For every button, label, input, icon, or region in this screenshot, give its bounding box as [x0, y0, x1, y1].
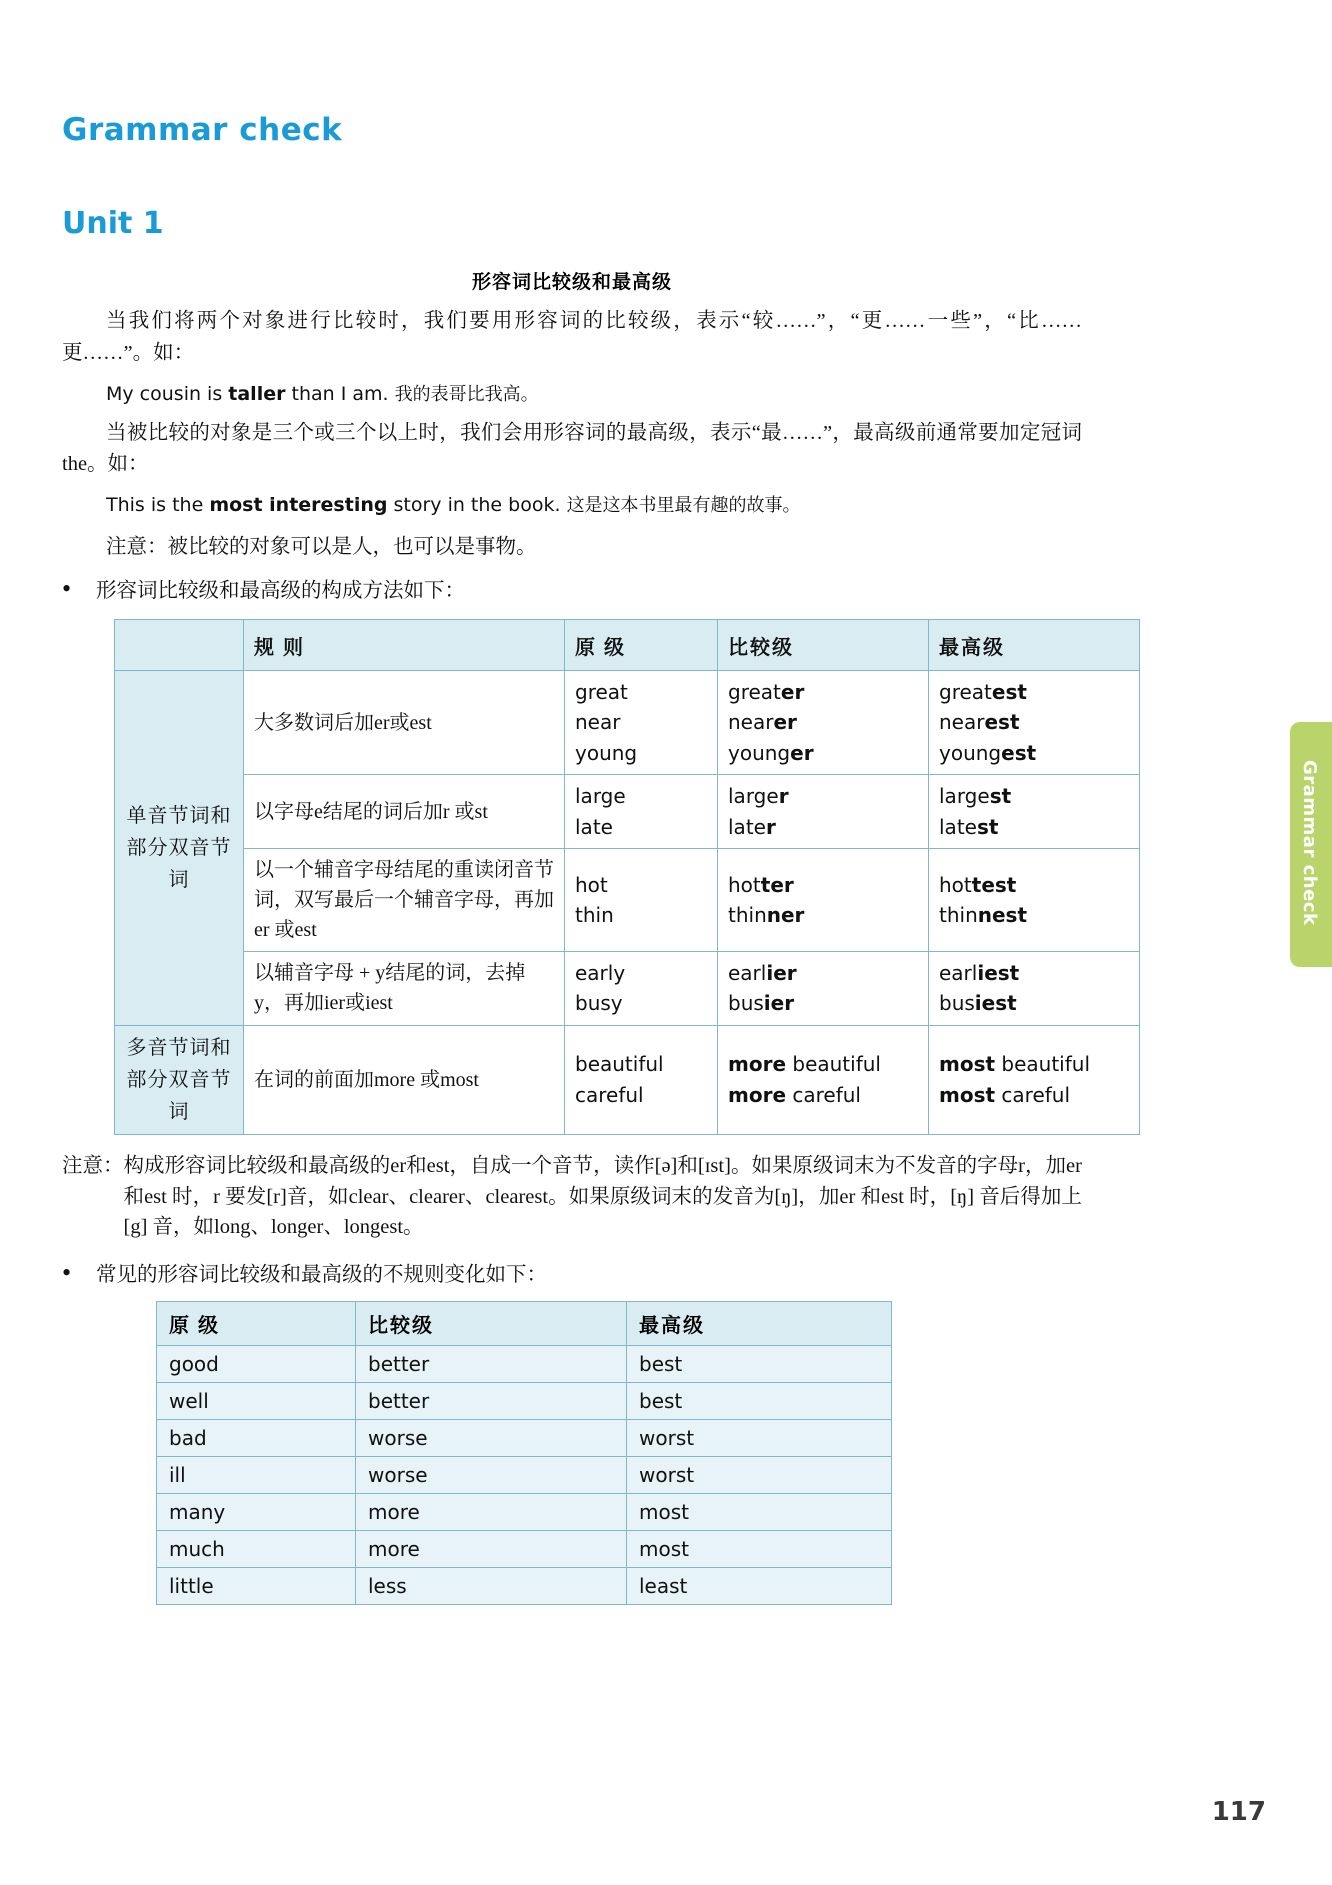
side-tab-grammar-check [1290, 722, 1332, 967]
rules-positive-cell: early busy [565, 952, 718, 1026]
irregular-comparative-cell: more [356, 1494, 627, 1531]
example-1-part-a: My cousin is [106, 382, 229, 405]
irregular-positive-cell: little [157, 1568, 356, 1605]
rules-comparative-cell: earlier busier [718, 952, 929, 1026]
example-1-part-c: than I am. [285, 382, 395, 405]
irregular-superlative-cell: least [627, 1568, 892, 1605]
table-row [115, 671, 1140, 775]
bullet-2-text: 常见的形容词比较级和最高级的不规则变化如下： [96, 1264, 547, 1287]
rules-table [114, 619, 1140, 1135]
rules-superlative-cell: earliest busiest [929, 952, 1140, 1026]
table-row [157, 1346, 892, 1383]
rules-header-rule: 规 则 [244, 620, 565, 671]
irregular-comparative-cell: less [356, 1568, 627, 1605]
rules-positive-cell: great near young [565, 671, 718, 775]
bullet-item-1 [62, 573, 1082, 603]
rules-rule-cell: 大多数词后加er或est [244, 671, 565, 775]
irregular-superlative-cell: most [627, 1531, 892, 1568]
table-row [157, 1531, 892, 1568]
rules-category-cell: 多音节词和部分双音节词 [115, 1025, 244, 1134]
irregular-table-header-row [157, 1302, 892, 1346]
table-row [157, 1494, 892, 1531]
rules-header-superlative: 最高级 [929, 620, 1140, 671]
irregular-positive-cell: much [157, 1531, 356, 1568]
irregular-comparative-cell: worse [356, 1457, 627, 1494]
example-1-highlight: taller [228, 382, 286, 405]
irregular-superlative-cell: most [627, 1494, 892, 1531]
table-row [115, 849, 1140, 952]
rules-comparative-cell: larger later [718, 775, 929, 849]
table-row [115, 1025, 1140, 1134]
bullet-dot-icon: • [62, 574, 72, 604]
note-1: 注意：被比较的对象可以是人，也可以是事物。 [106, 536, 537, 559]
irregular-positive-cell: bad [157, 1420, 356, 1457]
rules-superlative-cell: greatest nearest youngest [929, 671, 1140, 775]
section-title: Grammar check [62, 112, 343, 148]
rules-table-header-row [115, 620, 1140, 671]
irregular-header-superlative: 最高级 [627, 1302, 892, 1346]
example-2-part-c: story in the book. [387, 494, 567, 517]
table-row [115, 775, 1140, 849]
rules-table-body [115, 671, 1140, 1135]
rules-positive-cell: large late [565, 775, 718, 849]
irregular-comparative-cell: better [356, 1383, 627, 1420]
rules-rule-cell: 以辅音字母 + y结尾的词，去掉y，再加ier或iest [244, 952, 565, 1026]
rules-comparative-cell: greater nearer younger [718, 671, 929, 775]
rules-category-cell: 单音节词和部分双音节词 [115, 671, 244, 1026]
irregular-header-positive: 原 级 [157, 1302, 356, 1346]
table-row [157, 1457, 892, 1494]
rules-rule-cell: 以一个辅音字母结尾的重读闭音节词，双写最后一个辅音字母，再加er 或est [244, 849, 565, 952]
rules-superlative-cell: largest latest [929, 775, 1140, 849]
example-2-part-a: This is the [106, 494, 210, 517]
note-block-label: 注意： [62, 1154, 124, 1177]
bullet-item-2 [62, 1257, 1082, 1287]
irregular-superlative-cell: worst [627, 1457, 892, 1494]
table-row [157, 1383, 892, 1420]
example-1 [106, 380, 1082, 406]
irregular-positive-cell: many [157, 1494, 356, 1531]
irregular-table [156, 1301, 892, 1605]
irregular-table-body [157, 1346, 892, 1605]
irregular-comparative-cell: better [356, 1346, 627, 1383]
page-content [62, 0, 1091, 1605]
irregular-superlative-cell: worst [627, 1420, 892, 1457]
rules-positive-cell: hot thin [565, 849, 718, 952]
irregular-comparative-cell: more [356, 1531, 627, 1568]
irregular-positive-cell: well [157, 1383, 356, 1420]
irregular-superlative-cell: best [627, 1383, 892, 1420]
rules-rule-cell: 以字母e结尾的词后加r 或st [244, 775, 565, 849]
rules-comparative-cell: more beautiful more careful [718, 1025, 929, 1134]
unit-title: Unit 1 [62, 206, 164, 241]
irregular-positive-cell: good [157, 1346, 356, 1383]
topic-title: 形容词比较级和最高级 [471, 271, 672, 293]
rules-superlative-cell: hottest thinnest [929, 849, 1140, 952]
rules-header-comparative: 比较级 [718, 620, 929, 671]
irregular-header-comparative: 比较级 [356, 1302, 627, 1346]
example-2-highlight: most interesting [209, 494, 388, 517]
table-row [157, 1420, 892, 1457]
irregular-comparative-cell: worse [356, 1420, 627, 1457]
note-block-body: 构成形容词比较级和最高级的er和est，自成一个音节，读作[ə]和[ɪst]。如果原级词末为不发音的字母r，加er 和est 时，r 要发[r]音，如clear、clearer、clearest。如果原级词末的发音为[ŋ]，加er 和est 时，[ŋ] 音后得加上[g] 音，如long、longer、longest。 [123, 1154, 1082, 1239]
table-row [157, 1568, 892, 1605]
note-block [62, 1151, 1082, 1243]
rules-positive-cell: beautiful careful [565, 1025, 718, 1134]
irregular-positive-cell: ill [157, 1457, 356, 1494]
rules-header-positive: 原 级 [565, 620, 718, 671]
paragraph-1: 当我们将两个对象进行比较时，我们要用形容词的比较级，表示“较……”，“更……一些”，“比……更……”。如： [62, 310, 1082, 364]
rules-superlative-cell: most beautiful most careful [929, 1025, 1140, 1134]
bullet-dot-icon-2: • [62, 1258, 72, 1288]
example-1-translation: 我的表哥比我高。 [394, 383, 539, 404]
bullet-1-text: 形容词比较级和最高级的构成方法如下： [96, 580, 465, 603]
rules-comparative-cell: hotter thinner [718, 849, 929, 952]
table-row [115, 952, 1140, 1026]
example-2-translation: 这是这本书里最有趣的故事。 [566, 495, 801, 516]
irregular-superlative-cell: best [627, 1346, 892, 1383]
paragraph-2: 当被比较的对象是三个或三个以上时，我们会用形容词的最高级，表示“最……”，最高级前通常要加定冠词the。如： [62, 421, 1082, 476]
example-2 [106, 491, 1082, 517]
rules-rule-cell: 在词的前面加more 或most [244, 1025, 565, 1134]
page-number: 117 [1211, 1797, 1266, 1827]
side-tab-label: Grammar check [1299, 760, 1320, 926]
rules-header-blank [115, 620, 244, 671]
